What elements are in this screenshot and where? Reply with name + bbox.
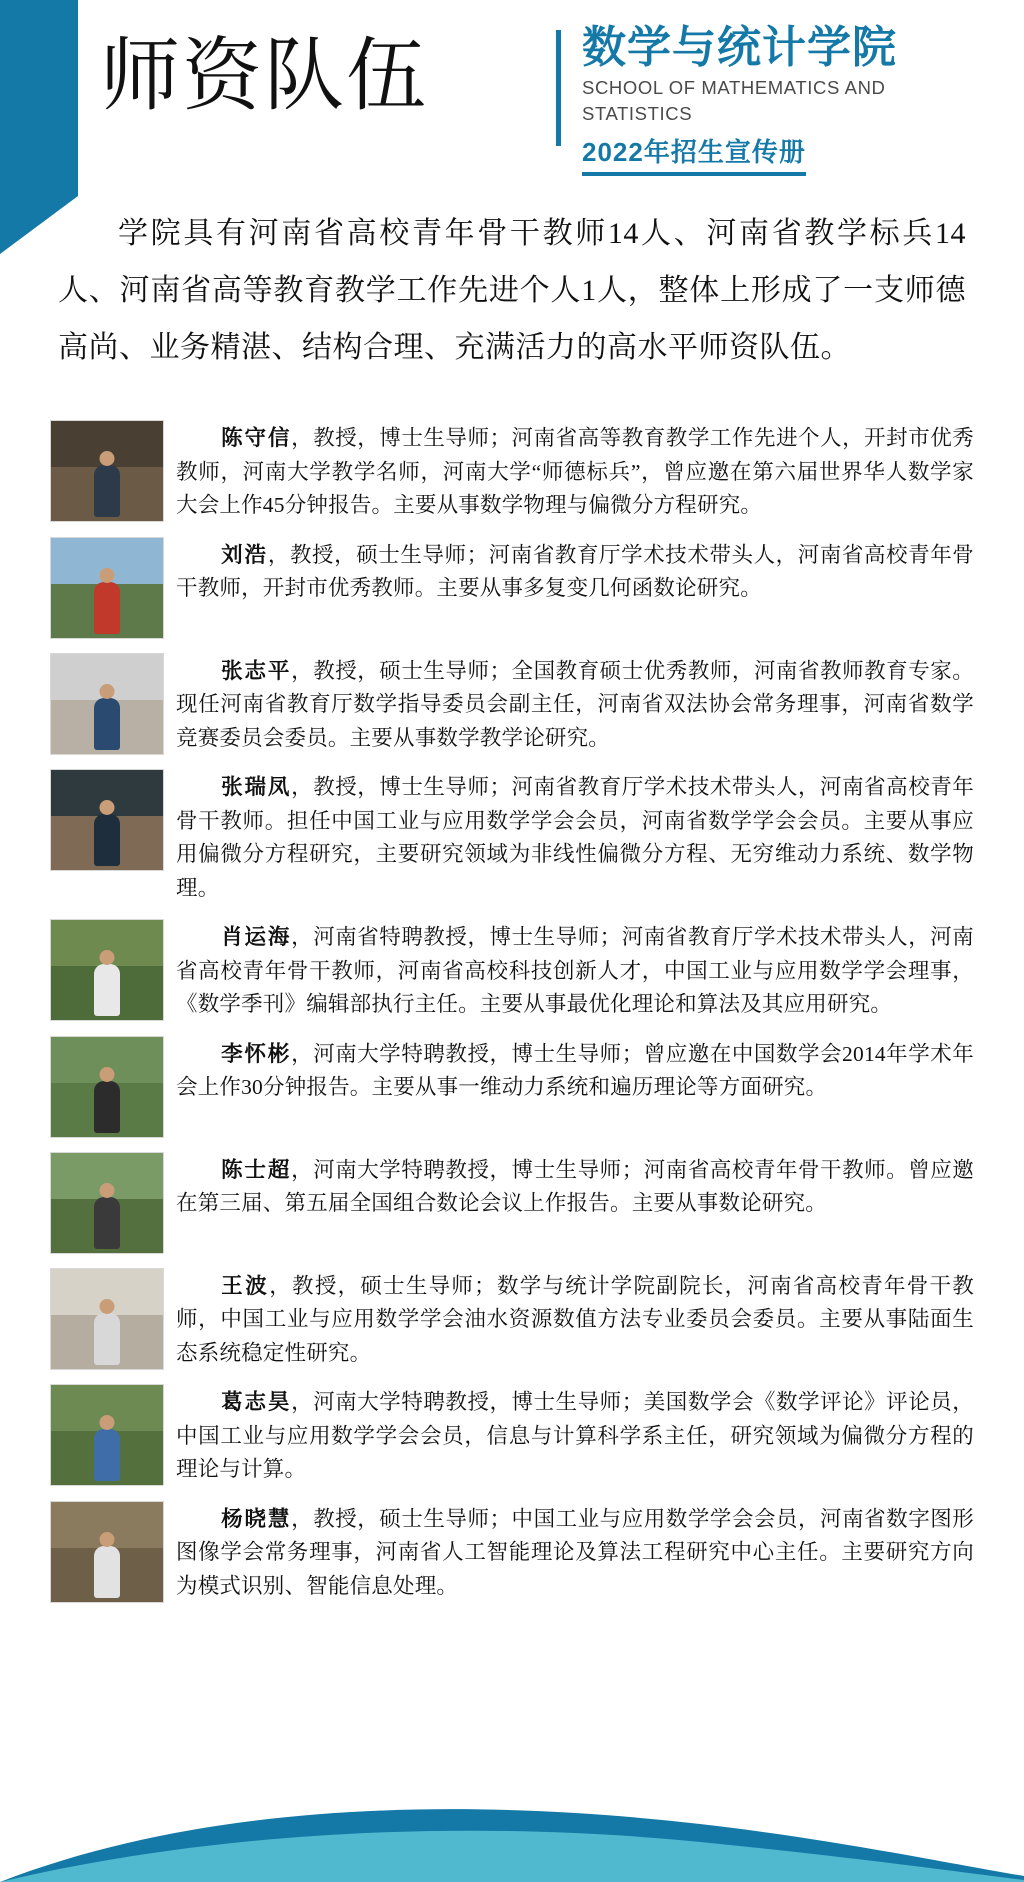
faculty-name: 杨晓慧: [221, 1506, 292, 1531]
college-name-cn: 数学与统计学院: [582, 23, 897, 72]
faculty-entry: [50, 1036, 974, 1138]
header-divider: [556, 30, 561, 146]
faculty-description: ，教授，硕士生导师；河南省教育厅学术技术带头人，河南省高校青年骨干教师，开封市优秀教师。主要从事多复变几何函数论研究。: [176, 542, 974, 600]
faculty-entry: [50, 1501, 974, 1604]
faculty-name: 陈士超: [221, 1157, 292, 1182]
photo-figure: [94, 698, 120, 750]
faculty-bio: [176, 1268, 974, 1371]
faculty-entry: [50, 420, 974, 523]
faculty-description: ，教授，硕士生导师；全国教育硕士优秀教师，河南省教师教育专家。现任河南省教育厅数学指导委员会副主任，河南省双法协会常务理事，河南省数学竞赛委员会委员。主要从事数学教学论研究。: [176, 658, 974, 750]
faculty-description: ，河南大学特聘教授，博士生导师；河南省高校青年骨干教师。曾应邀在第三届、第五届全国组合数论会议上作报告。主要从事数论研究。: [176, 1157, 974, 1215]
faculty-description: ，教授，博士生导师；河南省高等教育教学工作先进个人，开封市优秀教师，河南大学教学名师，河南大学“师德标兵”，曾应邀在第六届世界华人数学家大会上作45分钟报告。主要从事数学物理与偏微分方程研究。: [176, 426, 974, 517]
photo-figure-head: [100, 568, 115, 583]
portrait-zhang-zhiping: [50, 653, 164, 755]
photo-figure: [94, 465, 120, 517]
faculty-bio: [176, 653, 974, 756]
faculty-description: ，河南省特聘教授，博士生导师；河南省教育厅学术技术带头人，河南省高校青年骨干教师，河南省高校科技创新人才，中国工业与应用数学学会理事，《数学季刊》编辑部执行主任。主要从事最优化理论和算法及其应用研究。: [176, 925, 974, 1016]
faculty-description: ，教授，硕士生导师；数学与统计学院副院长，河南省高校青年骨干教师，中国工业与应用数学学会油水资源数值方法专业委员会委员。主要从事陆面生态系统稳定性研究。: [176, 1273, 974, 1365]
faculty-bio: [176, 919, 974, 1022]
intro-paragraph: 学院具有河南省高校青年骨干教师14人、河南省教学标兵14人、河南省高等教育教学工作先进个人1人，整体上形成了一支师德高尚、业务精湛、结构合理、充满活力的高水平师资队伍。: [58, 217, 966, 364]
photo-figure-head: [100, 451, 115, 466]
faculty-name: 刘浩: [221, 542, 268, 567]
page-header: [0, 0, 1024, 172]
faculty-name: 肖运海: [221, 925, 292, 949]
faculty-bio: [176, 1501, 974, 1604]
header-identity: [582, 22, 982, 176]
portrait-ge-zhihao: [50, 1384, 164, 1486]
faculty-entry: [50, 769, 974, 905]
photo-figure: [94, 1197, 120, 1249]
faculty-bio: [176, 769, 974, 905]
college-name-en: SCHOOL OF MATHEMATICS AND STATISTICS: [582, 77, 886, 124]
faculty-bio: [176, 1152, 974, 1221]
faculty-bio: [176, 420, 974, 523]
faculty-description: ，教授，硕士生导师；中国工业与应用数学学会会员，河南省数字图形图像学会常务理事，河南省人工智能理论及算法工程研究中心主任。主要研究方向为模式识别、智能信息处理。: [176, 1506, 974, 1598]
portrait-chen-shouxin: [50, 420, 164, 522]
faculty-entry: [50, 919, 974, 1022]
faculty-bio: [176, 1384, 974, 1487]
photo-figure-head: [100, 800, 115, 815]
photo-figure: [94, 964, 120, 1016]
photo-figure-head: [100, 1415, 115, 1430]
faculty-name: 李怀彬: [221, 1041, 292, 1066]
faculty-description: ，教授，博士生导师；河南省教育厅学术技术带头人，河南省高校青年骨干教师。担任中国工业与应用数学学会会员，河南省数学学会会员。主要从事应用偏微分方程研究，主要研究领域为非线性偏微分方程、无穷维动力系统、数学物理。: [176, 775, 974, 900]
faculty-description: ，河南大学特聘教授，博士生导师；美国数学会《数学评论》评论员，中国工业与应用数学学会会员，信息与计算科学系主任，研究领域为偏微分方程的理论与计算。: [176, 1390, 974, 1481]
photo-figure-head: [100, 1067, 115, 1082]
photo-figure-head: [100, 1532, 115, 1547]
photo-figure: [94, 1081, 120, 1133]
decorative-wave-bottom: [0, 1772, 1024, 1882]
brochure-subtitle: 2022年招生宣传册: [582, 135, 806, 176]
photo-figure-head: [100, 684, 115, 699]
decorative-corner-top-left: [0, 0, 78, 196]
portrait-liu-hao: [50, 537, 164, 639]
portrait-wang-bo: [50, 1268, 164, 1370]
faculty-bio: [176, 537, 974, 606]
page-title: 师资队伍: [100, 31, 428, 120]
faculty-entry: [50, 653, 974, 756]
portrait-xiao-yunhai: [50, 919, 164, 1021]
faculty-name: 陈守信: [221, 426, 292, 450]
portrait-zhang-ruifeng: [50, 769, 164, 871]
photo-figure: [94, 814, 120, 866]
faculty-list: [50, 420, 974, 1617]
faculty-entry: [50, 537, 974, 639]
photo-figure: [94, 1429, 120, 1481]
faculty-entry: [50, 1268, 974, 1371]
photo-figure: [94, 1546, 120, 1598]
faculty-name: 葛志昊: [221, 1390, 292, 1414]
faculty-name: 张志平: [221, 658, 292, 683]
photo-figure: [94, 582, 120, 634]
faculty-entry: [50, 1152, 974, 1254]
photo-figure-head: [100, 1183, 115, 1198]
portrait-yang-xiaohui: [50, 1501, 164, 1603]
portrait-chen-shichao: [50, 1152, 164, 1254]
faculty-description: ，河南大学特聘教授，博士生导师；曾应邀在中国数学会2014年学术年会上作30分钟报告。主要从事一维动力系统和遍历理论等方面研究。: [176, 1041, 974, 1099]
faculty-name: 王波: [221, 1273, 270, 1298]
photo-figure-head: [100, 1299, 115, 1314]
faculty-name: 张瑞凤: [221, 775, 292, 799]
portrait-li-huaibin: [50, 1036, 164, 1138]
faculty-bio: [176, 1036, 974, 1105]
photo-figure-head: [100, 950, 115, 965]
faculty-entry: [50, 1384, 974, 1487]
photo-figure: [94, 1313, 120, 1365]
